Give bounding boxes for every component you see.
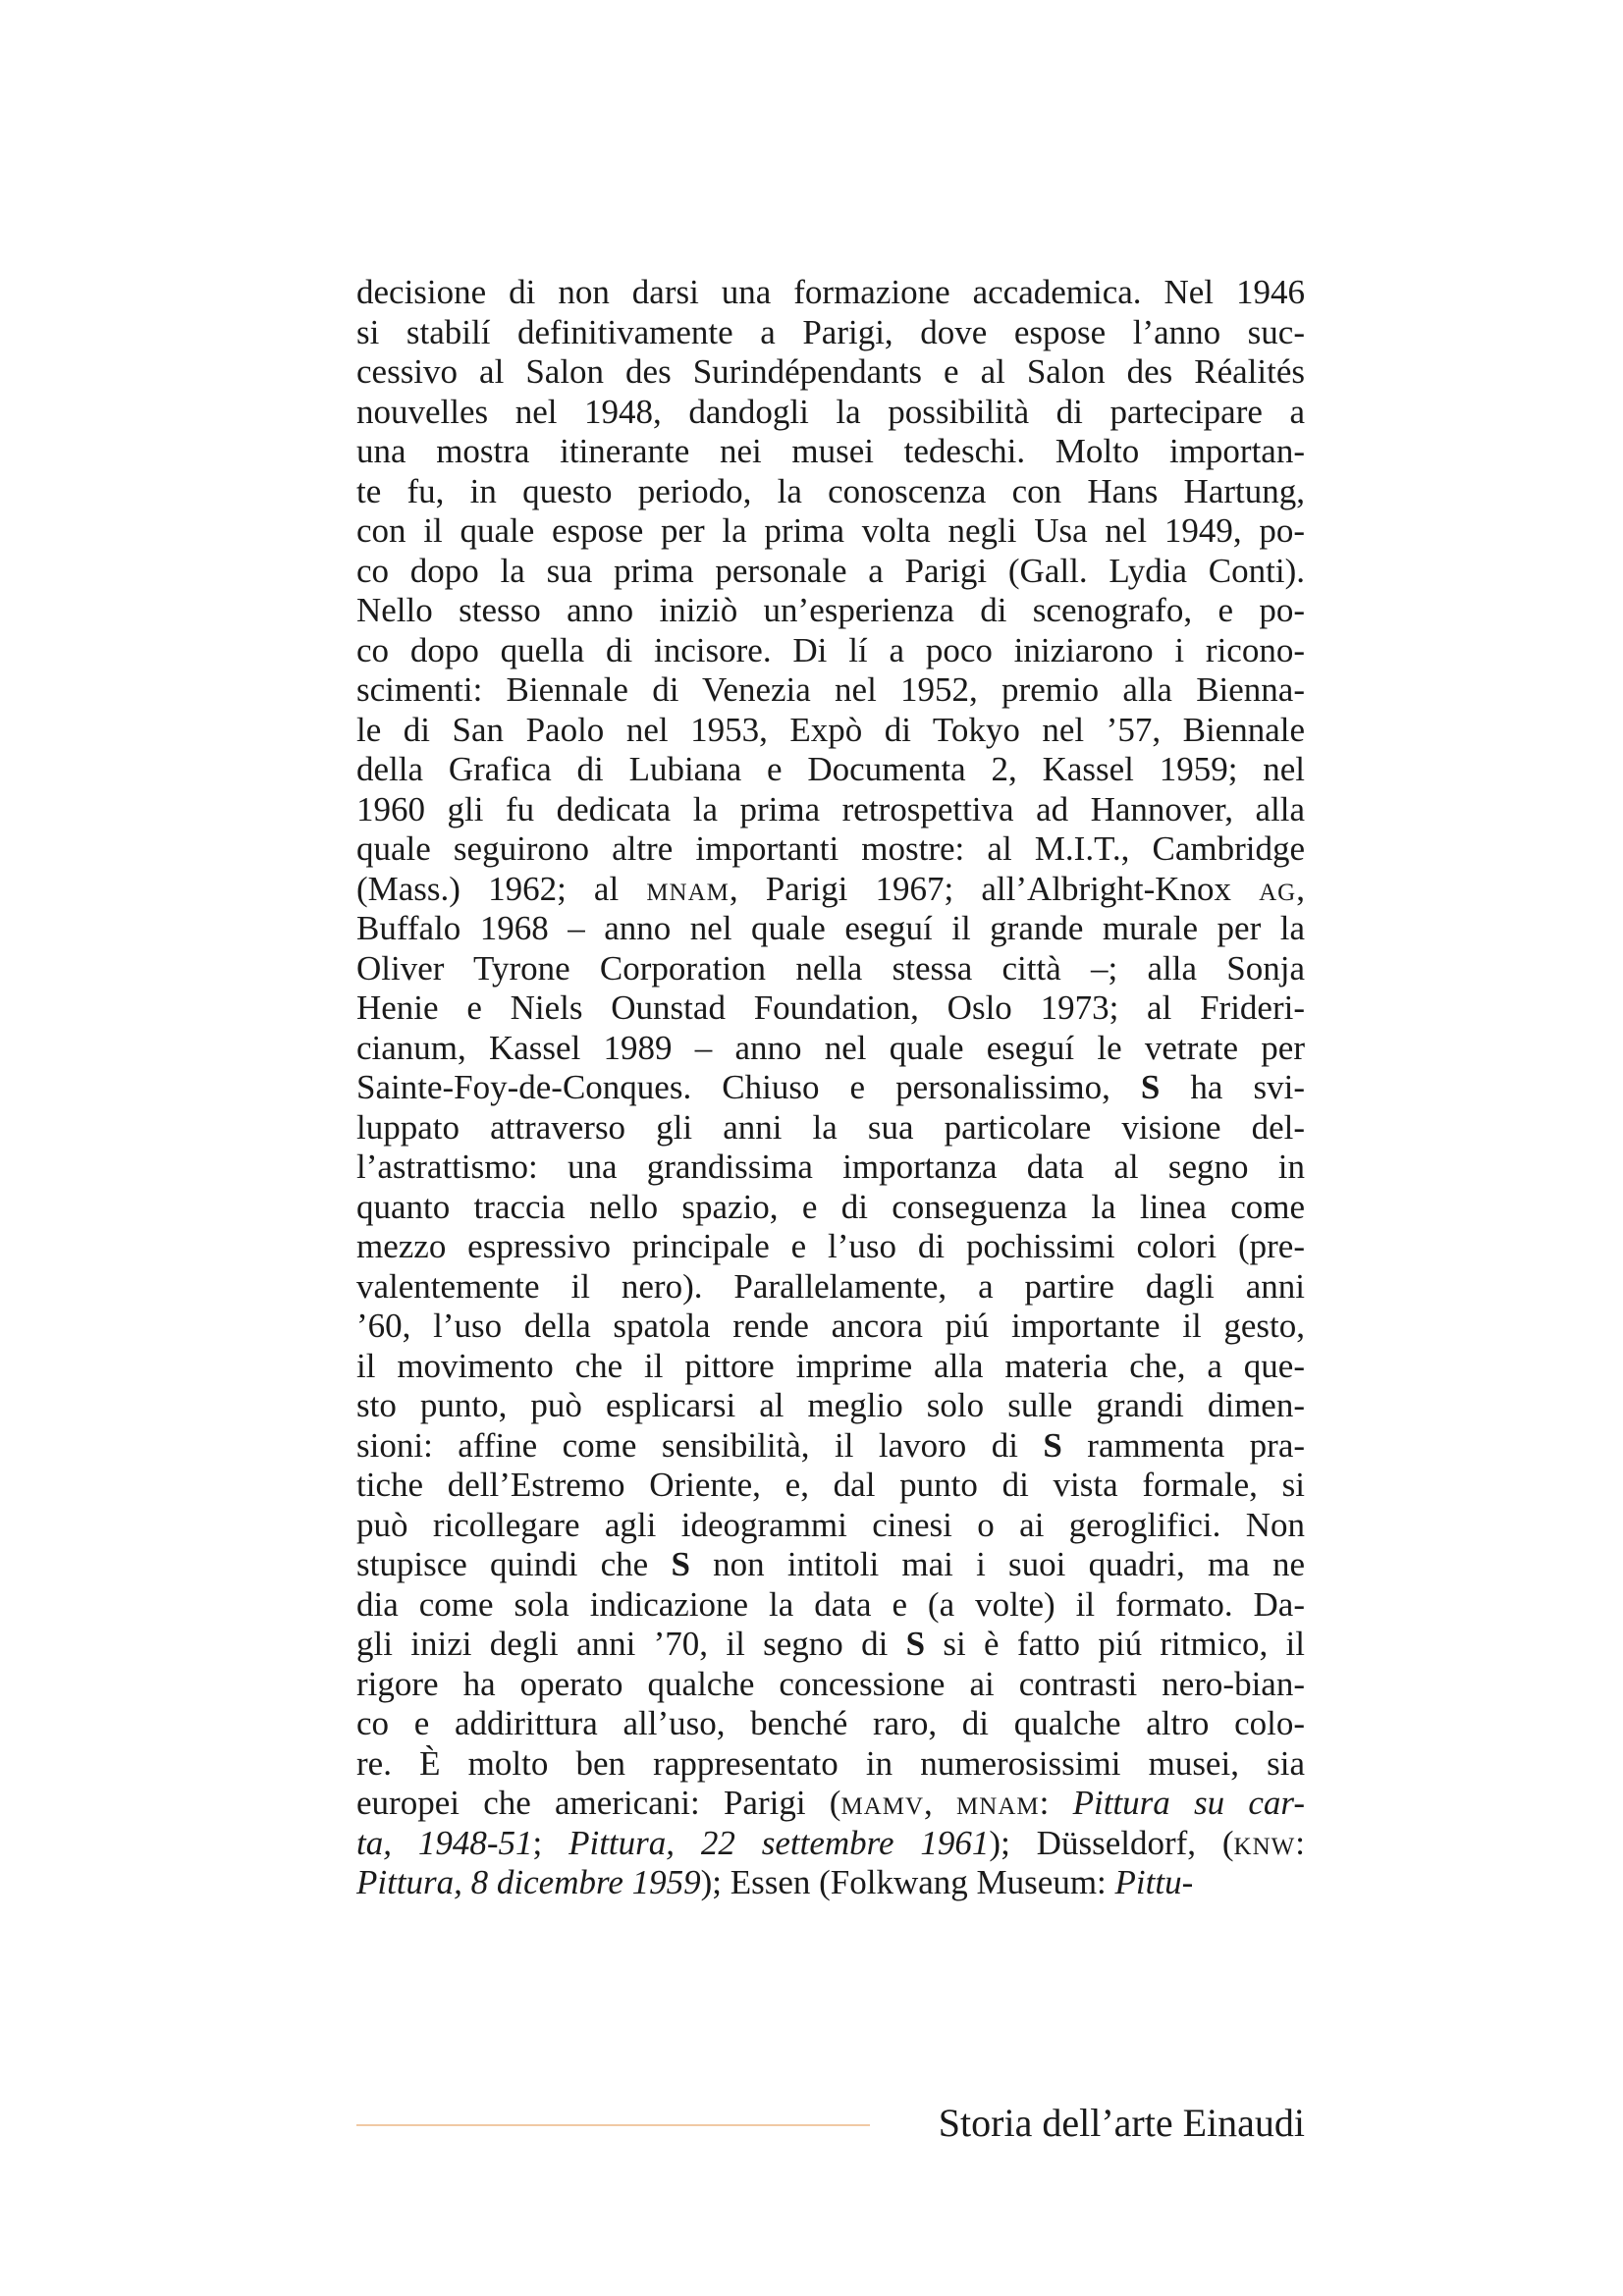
text-line: te fu, in questo periodo, la conoscenza con Hans Hartung, — [356, 471, 1305, 510]
text-line: decisione di non darsi una formazione accademica. Nel 1946 — [356, 273, 1305, 311]
text-line: mezzo espressivo principale e l’uso di pochissimi colori (pre- — [356, 1227, 1305, 1265]
text-line: della Grafica di Lubiana e Documenta 2, Kassel 1959; nel — [356, 750, 1305, 788]
text-line: ta, 1948-51; Pittura, 22 settembre 1961); Düsseldorf, (knw: — [356, 1823, 1305, 1862]
text-line: (Mass.) 1962; al mnam, Parigi 1967; all’Albright-Knox ag, — [356, 869, 1305, 908]
text-line: Henie e Niels Ounstad Foundation, Oslo 1973; al Frideri- — [356, 988, 1305, 1027]
text-line: cessivo al Salon des Surindépendants e al Salon des Réalités — [356, 352, 1305, 391]
text-line: nouvelles nel 1948, dandogli la possibilità di partecipare a — [356, 392, 1305, 431]
footer-rule — [356, 2124, 870, 2126]
text-line: luppato attraverso gli anni la sua particolare visione del- — [356, 1107, 1305, 1147]
text-line: può ricollegare agli ideogrammi cinesi o ai geroglifici. Non — [356, 1505, 1305, 1544]
text-line: una mostra itinerante nei musei tedeschi. Molto importan- — [356, 432, 1305, 470]
text-line: quanto traccia nello spazio, e di conseguenza la linea come — [356, 1187, 1305, 1226]
text-line: Nello stesso anno iniziò un’esperienza di scenografo, e po- — [356, 591, 1305, 629]
text-line: valentemente il nero). Parallelamente, a partire dagli anni — [356, 1266, 1305, 1306]
text-line: rigore ha operato qualche concessione ai contrasti nero-bian- — [356, 1664, 1305, 1703]
text-line: quale seguirono altre importanti mostre: al M.I.T., Cambridge — [356, 829, 1305, 868]
text-line: stupisce quindi che S non intitoli mai i suoi quadri, ma ne — [356, 1545, 1305, 1583]
text-line: scimenti: Biennale di Venezia nel 1952, premio alla Bienna- — [356, 670, 1305, 709]
text-line: ’60, l’uso della spatola rende ancora piú importante il gesto, — [356, 1307, 1305, 1345]
text-line: dia come sola indicazione la data e (a volte) il formato. Da- — [356, 1584, 1305, 1624]
text-line: Sainte-Foy-de-Conques. Chiuso e personalissimo, S ha svi- — [356, 1068, 1305, 1106]
text-line: co dopo la sua prima personale a Parigi (Gall. Lydia Conti). — [356, 551, 1305, 590]
text-line: Buffalo 1968 – anno nel quale eseguí il grande murale per la — [356, 909, 1305, 947]
text-line: Pittura, 8 dicembre 1959); Essen (Folkwang Museum: Pittu- — [356, 1863, 1194, 1901]
text-line: con il quale espose per la prima volta negli Usa nel 1949, po- — [356, 511, 1305, 550]
text-line: tiche dell’Estremo Oriente, e, dal punto di vista formale, si — [356, 1466, 1305, 1504]
text-line: l’astrattismo: una grandissima importanza data al segno in — [356, 1148, 1305, 1186]
text-line: sto punto, può esplicarsi al meglio solo sulle grandi dimen- — [356, 1386, 1305, 1424]
text-line: sioni: affine come sensibilità, il lavoro di S rammenta pra- — [356, 1425, 1306, 1465]
text-line: gli inizi degli anni ’70, il segno di S si è fatto piú ritmico, il — [356, 1625, 1305, 1663]
text-line: 1960 gli fu dedicata la prima retrospettiva ad Hannover, alla — [356, 789, 1305, 828]
text-line: co dopo quella di incisore. Di lí a poco iniziarono i ricono- — [356, 630, 1305, 669]
text-line: Oliver Tyrone Corporation nella stessa città –; alla Sonja — [356, 948, 1305, 988]
text-line: si stabilí definitivamente a Parigi, dove espose l’anno suc- — [356, 312, 1305, 351]
text-line: il movimento che il pittore imprime alla materia che, a que- — [356, 1346, 1305, 1385]
text-line: europei che americani: Parigi (mamv, mnam: Pittura su car- — [356, 1784, 1306, 1822]
text-line: re. È molto ben rappresentato in numerosissimi musei, sia — [356, 1743, 1305, 1783]
body-text — [356, 273, 1305, 1903]
text-line: cianum, Kassel 1989 – anno nel quale eseguí le vetrate per — [356, 1028, 1305, 1067]
footer-title: Storia dell’arte Einaudi — [938, 2101, 1305, 2145]
text-line: le di San Paolo nel 1953, Expò di Tokyo nel ’57, Biennale — [356, 710, 1305, 749]
text-line: co e addirittura all’uso, benché raro, di qualche altro colo- — [356, 1704, 1305, 1742]
